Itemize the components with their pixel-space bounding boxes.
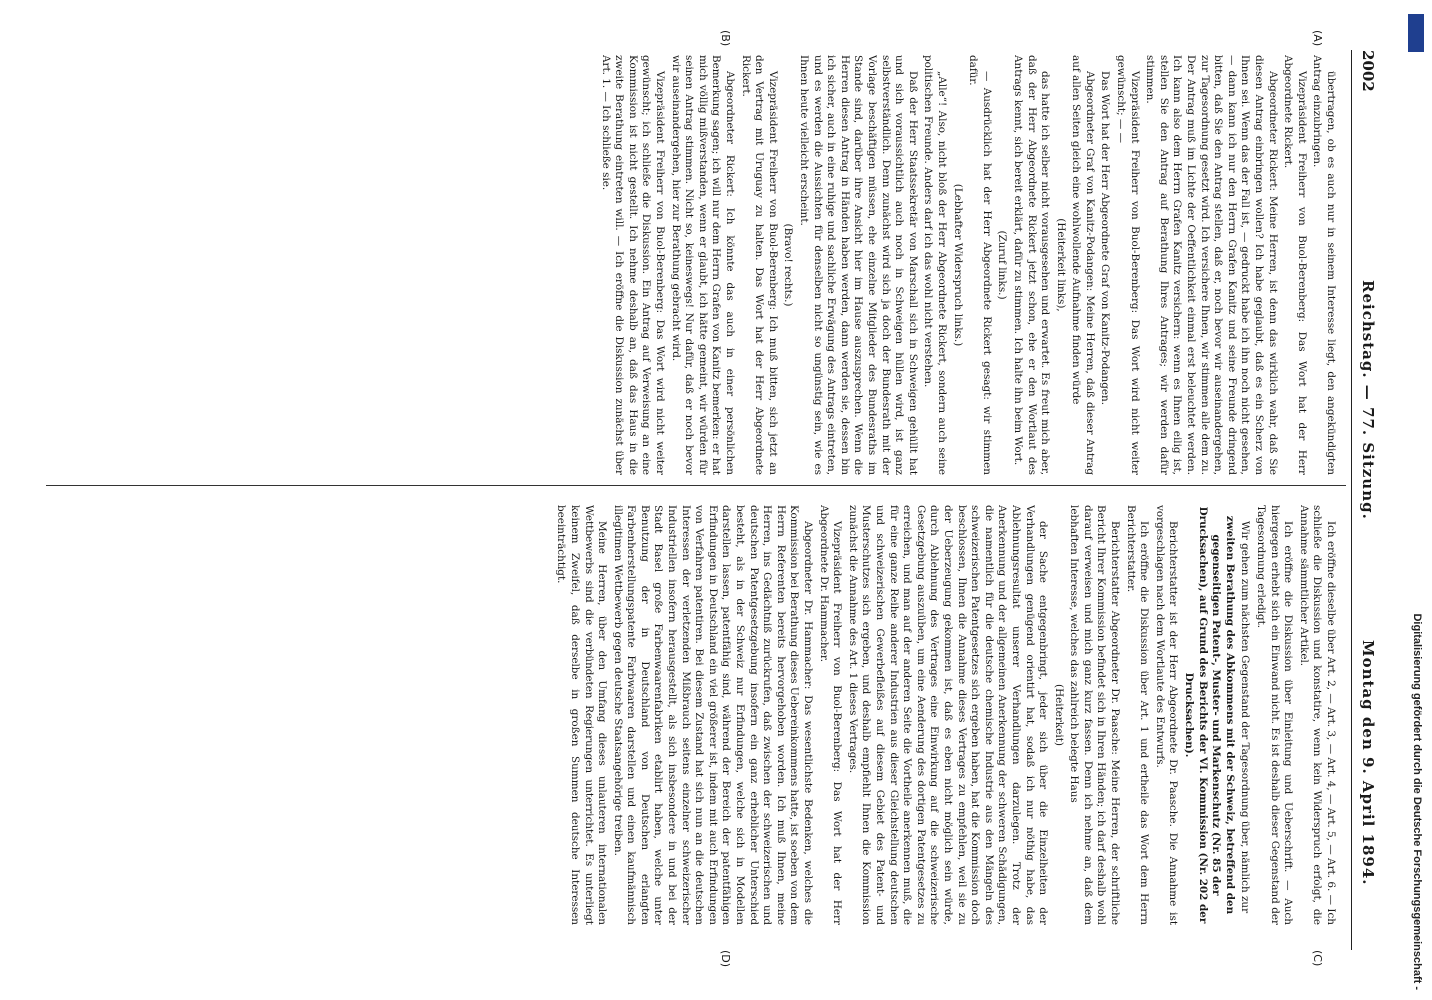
interjection: (Heiterkeit links), [1054,218,1067,312]
paragraph: Berichterstatter ist der Herr Abgeordnete Dr. Paasche. Die Annahme ist vorgeschlagen nach dem Wortlaute des Entwurfs. [1153,505,1180,925]
paragraph: Ich eröffne dieselbe über Art. 2, — Art. 3, — Art. 4, — Art. 5, — Art. 6. — Ich schließe die Diskussion und konstatire, wenn kein Widerspruch erfolgt, die Annahme sämmtlicher Artikel. [1297,505,1337,925]
column-divider [46,485,1346,486]
interjection: (Zuruf links.) [996,230,1009,300]
paragraph: Abgeordneter Dr. Hammacher: Das wesentlichste Bedenken, welches die Kommission bei Berathung dieses Uebereinkommens hatte, ist soeben von dem Herrn Referenten bereits hervorgehoben worden. Ich muß Ihnen, meine Herren, ins Gedächtniß zurückrufen, daß zwischen der schweizerischen und deutschen Patentgesetzgebung insofern ein ganz erheblicher Unterschied besteht, als in der Schweiz nur Erfindungen, welche sich in Modellen darstellen lassen, patentfähig sind, während der Bereich der patentfähigen Erfindungen in Deutschland ein viel größerer ist, indem mit auch Erfindungen von Verfahren patentiren. Bei diesem Zustand hat sich nun an die deutschen Interessen der verletzenden Mißbrauch seitens einzelner schweizerischer Industriellen insofern herausgestellt, als sich insbesondere in und bei der Stadt Basel große Farbenwaarenfabriken etablirt haben, welche unter Benutzung der in Deutschland von Deutschen erlangten Farbenherstellungspatente Farbwaaren darstellen und einen kaufmännisch illegitimen Wettbewerb gegen deutsche Staatsangehörige treiben. [611,505,815,925]
session-date: Montag den 9. April 1894. [1359,640,1377,886]
digitization-note-text: Digitalisierung gefördert durch die Deutsche Forschungsgemeinschaft - [1411,613,1423,990]
left-column [57,55,1337,475]
paragraph: Vizepräsident Freiherr von Buol-Berenberg: Das Wort wird nicht weiter gewünscht; — — [1115,55,1141,475]
margin-marker-b: (B) [719,30,732,47]
paragraph: Abgeordneter Graf von Kanitz-Podangen: Meine Herren, daß dieser Antrag auf allen Seiten gleich eine wohlwollende Aufnahme finden würde [1070,55,1096,475]
paragraph: Meine Herren, über den Umfang dieses unlauteren internationalen Wettbewerbs sind die verbündeten Regierungen unterrichtet. Es unterliegt keinem Zweifel, daß derselbe in großen Summen deutsche Interessen beeinträchtigt. [555,505,609,925]
margin-marker-d: (D) [719,950,732,968]
paragraph: — Ausdrücklich hat der Herr Abgeordnete Rickert gesagt: wir stimmen dafür. [967,55,993,475]
margin-marker-c: (C) [1311,950,1324,967]
paragraph: übertragen, ob es auch nur in seinem Interesse liegt, den angekündigten Antrag einzubringen. [1311,55,1337,475]
interjection: (Bravo! rechts.) [782,223,795,307]
page-header [1353,50,1377,930]
agenda-item-heading: zweiten Berathung des Abkommens mit der Schweiz, betreffend den gegenseitigen Patent-, Muster- und Markenschutz (Nr. 85 der Drucksachen), auf Grund des Berichts der VI. Kommission (Nr. 202 der Drucksachen). [1183,506,1236,924]
paragraph: Ich eröffne die Diskussion über Einleitung und Ueberschrift. — Auch hiergegen erhebt sich ein Einwand nicht. Es ist deshalb dieser Gegenstand der Tagesordnung erledigt. [1255,505,1295,925]
interjection: (Lebhafter Widerspruch links.) [951,183,964,347]
paragraph: Vizepräsident Freiherr von Buol-Berenberg: Das Wort hat der Herr Abgeordnete Dr. Hammacher. [817,505,844,925]
paragraph: Abgeordneter Rickert: Meine Herren, ist denn das wirklich wahr, daß Sie diesen Antrag einbringen wollen? Ich habe geglaubt, daß es ein Scherz von Ihnen sei. Wenn das der Fall ist, — gedruckt habe ich ihn noch nicht gesehen, — dann kann ich nur den Herrn Grafen Kanitz und seine Freunde dringend bitten, daß Sie den Antrag stellen, daß er, noch bevor wir auseinandergehen, zur Tagesordnung gesetzt wird. Ich versichere Ihnen, wir stimmen alle dem zu. Der Antrag muß im Lichte der Oeffentlichkeit einmal erst beleuchtet werden. Ich kann also dem Herrn Grafen Kanitz versichern: wenn es Ihnen eilig ist, stellen Sie den Antrag auf Berathung Ihres Antrages; wir werden dafür stimmen. [1144,55,1279,475]
paragraph: das hatte ich selber nicht vorausgesehen und erwartet. Es freut mich aber, daß der Herr Abgeordnete Rickert jetzt schon, ehe er den Wortlaut des Antrags kennt, sich bereit erklärt, dafür zu stimmen. Ich halte ihn beim Wort. [1011,55,1052,475]
page-title: Reichstag. — 77. Sitzung. [1359,280,1377,520]
page-number: 2002 [1359,50,1377,92]
digitization-note [1405,10,1425,990]
header-rule [1351,50,1352,950]
paragraph: Vizepräsident Freiherr von Buol-Berenberg: Das Wort hat der Herr Abgeordnete Rickert. [1282,55,1308,475]
paragraph: Ich eröffne die Diskussion über Art. 1 und ertheile das Wort dem Herrn Berichterstatter. [1124,505,1151,925]
paragraph: Das Wort hat der Herr Abgeordnete Graf von Kanitz-Podangen. [1099,71,1112,406]
paragraph: Vizepräsident Freiherr von Buol-Berenberg: Ich muß bitten, sich jetzt an den Vertrag mit Uruguay zu halten. Das Wort hat der Herr Abgeordnete Rickert. [739,55,779,475]
paragraph: Berichterstatter Abgeordneter Dr. Paasche: Meine Herren, der schriftliche Bericht Ihrer Kommission befindet sich in Ihren Händen; ich darf deshalb wohl darauf verweisen und mich ganz kurz fassen. Denn ich nehme an, daß dem lebhaften Interesse, welches das zahlreich belegte Haus [1068,505,1122,925]
paragraph: Wir gehen zum nächsten Gegenstand der Tagesordnung über, nämlich zur [1239,521,1252,914]
paragraph: Abgeordneter Rickert: Ich könnte das auch in einer persönlichen Bemerkung sagen; ich will nur dem Herrn Grafen von Kanitz bemerken: er hat mich völlig mißverstanden, wenn er glaubt, ich hätte gemeint, wir würden für seinen Antrag stimmen. Nicht so, keineswegs! Nur dafür, daß er noch bevor wir auseinandergehen, hier zur Berathung gebracht wird. [669,55,737,475]
right-column [57,505,1337,925]
interjection: (Heiterkeit) [1052,684,1065,746]
paragraph: „Alle“! Also, nicht bloß der Herr Abgeordnete Rickert, sondern auch seine politischen Freunde. Anders darf ich das wohl nicht verstehen. [922,55,948,475]
margin-marker-a: (A) [1311,30,1324,47]
paragraph: Vizepräsident Freiherr von Buol-Berenberg: Das Wort wird nicht weiter gewünscht; ich schließe die Diskussion. Ein Antrag auf Verweisung an eine Kommission ist nicht gestellt. Ich nehme deshalb an, daß das Haus in die zweite Berathung eintreten will. — Ich eröffne die Diskussion zunächst über Art. 1. — Ich schließe sie. [599,55,667,475]
paragraph: Daß der Herr Staatssekretär von Marschall sich in Schweigen gehüllt hat und sich voraussichtlich auch noch in Schweigen hüllen wird, ist ganz selbstverständlich. Denn zunächst wird sich ja doch der Bundesrath mit der Vorlage beschäftigen müssen, ehe einzelne Mitglieder des Bundesraths im Stande sind, darüber ihre Ansicht hier im Hause auszusprechen. Wenn die Herren diesen Antrag in Händen haben werden, dann werden sie, dessen bin ich sicher, auch in eine ruhige und sachliche Erwägung des Antrags eintreten, und es werden die Aussichten für denselben nicht so ungünstig sein, wie es Ihnen heute vielleicht erscheint. [798,55,919,475]
paragraph: der Sache entgegenbringt, jeder sich über die Einzelheiten der Verhandlungen genügend orientirt hat, sodaß ich nur nöthig habe, das Ablehnungsresultat unserer Verhandlungen darzulegen. Trotz der Anerkennung und der allgemeinen Anerkennung der schweren Schädigungen, die namentlich für die deutsche chemische Industrie aus den Mängeln des schweizerischen Patentgesetzes sich ergeben haben, hat die Kommission doch beschlossen, Ihnen die Annahme dieses Vertrages zu empfehlen, weil sie zu der Ueberzeugung gekommen ist, daß es eben nicht möglich sein würde, durch Ablehnung des Vertrages eine Einwirkung auf die schweizerische Gesetzgebung auszuüben, um eine Aenderung des dortigen Patentgesetzes zu erreichen, und man auf der anderen Seite die Vortheile anerkennen muß, die für eine ganze Reihe anderer Industrien aus dieser Gleichstellung deutschen und schweizerischen Gewerbefleißes auf diesem Gebiet des Patent- und Musterschutzes sich ergeben, und deshalb empfiehlt Ihnen die Kommission zunächst die Annahme des Art. 1 dieses Vertrages. [846,505,1050,925]
